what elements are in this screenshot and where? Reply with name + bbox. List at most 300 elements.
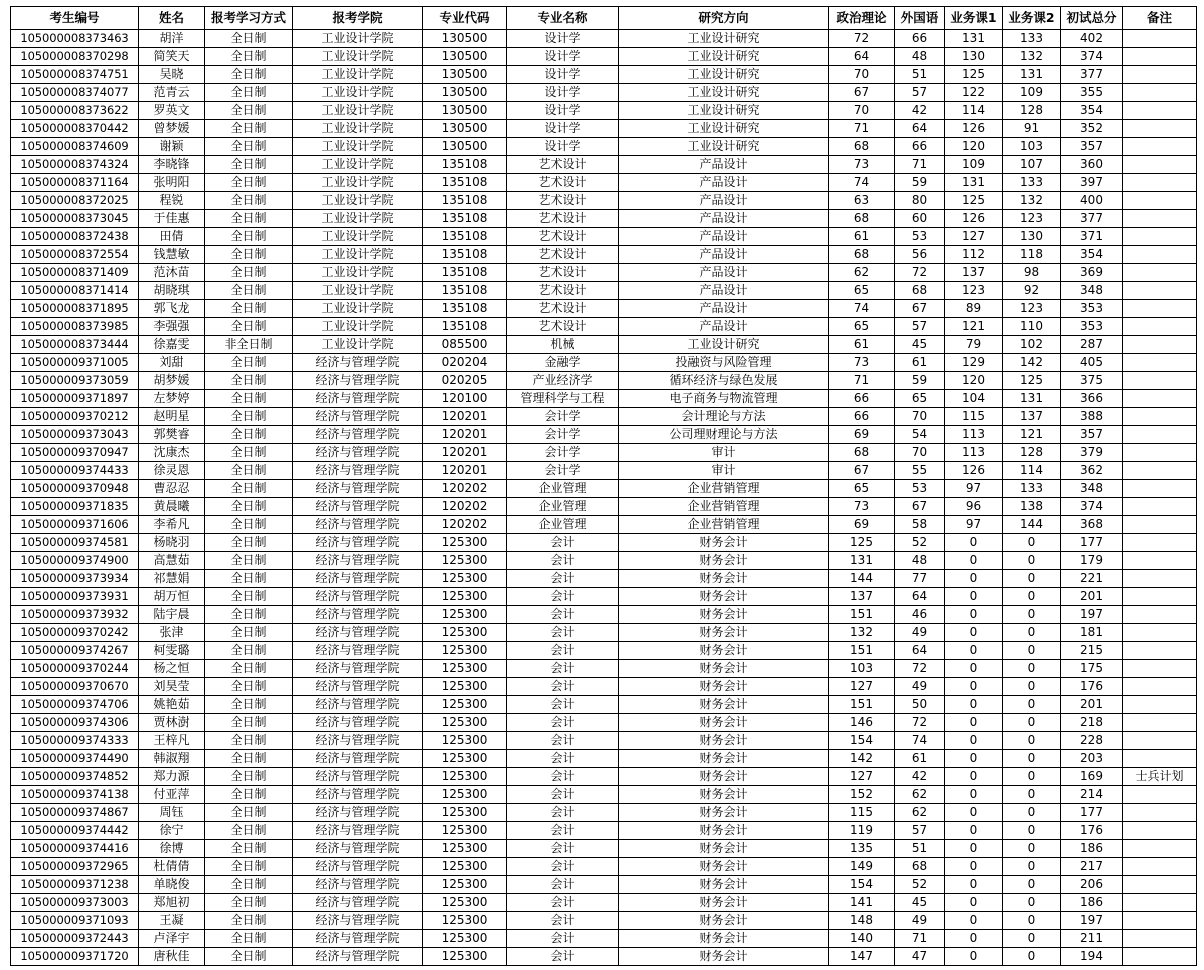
cell-college: 经济与管理学院 (293, 840, 423, 858)
cell-name: 王凝 (139, 912, 205, 930)
cell-major-name: 艺术设计 (507, 228, 619, 246)
cell-subject-2: 123 (1003, 300, 1061, 318)
cell-name: 罗英文 (139, 102, 205, 120)
cell-college: 经济与管理学院 (293, 786, 423, 804)
cell-subject-2: 114 (1003, 462, 1061, 480)
cell-research-direction: 财务会计 (619, 660, 829, 678)
cell-politics: 151 (829, 696, 895, 714)
cell-study-mode: 全日制 (205, 156, 293, 174)
cell-remarks (1123, 192, 1197, 210)
cell-name: 杜倩倩 (139, 858, 205, 876)
cell-foreign-language: 74 (895, 732, 945, 750)
cell-foreign-language: 49 (895, 912, 945, 930)
cell-foreign-language: 70 (895, 408, 945, 426)
cell-subject-2: 0 (1003, 732, 1061, 750)
cell-college: 工业设计学院 (293, 264, 423, 282)
cell-foreign-language: 67 (895, 300, 945, 318)
cell-name: 郑旭初 (139, 894, 205, 912)
cell-major-name: 会计 (507, 786, 619, 804)
cell-subject-2: 128 (1003, 444, 1061, 462)
table-row (11, 714, 1197, 732)
cell-subject-1: 115 (945, 408, 1003, 426)
cell-research-direction: 审计 (619, 462, 829, 480)
cell-politics: 127 (829, 678, 895, 696)
cell-foreign-language: 62 (895, 786, 945, 804)
cell-name: 唐秋佳 (139, 948, 205, 966)
table-row (11, 444, 1197, 462)
cell-politics: 68 (829, 210, 895, 228)
cell-subject-1: 113 (945, 426, 1003, 444)
table-row (11, 930, 1197, 948)
cell-study-mode: 全日制 (205, 120, 293, 138)
cell-college: 经济与管理学院 (293, 462, 423, 480)
cell-major-code: 135108 (423, 318, 507, 336)
cell-candidate-id: 105000009374138 (11, 786, 139, 804)
cell-total-score: 186 (1061, 894, 1123, 912)
cell-major-name: 艺术设计 (507, 246, 619, 264)
cell-subject-1: 126 (945, 462, 1003, 480)
cell-total-score: 353 (1061, 318, 1123, 336)
cell-name: 李希凡 (139, 516, 205, 534)
cell-subject-1: 131 (945, 30, 1003, 48)
table-row (11, 624, 1197, 642)
cell-college: 经济与管理学院 (293, 642, 423, 660)
cell-name: 左梦婷 (139, 390, 205, 408)
cell-subject-2: 0 (1003, 858, 1061, 876)
cell-name: 范青云 (139, 84, 205, 102)
table-row (11, 696, 1197, 714)
cell-major-code: 135108 (423, 174, 507, 192)
cell-subject-1: 0 (945, 768, 1003, 786)
cell-study-mode: 全日制 (205, 840, 293, 858)
cell-study-mode: 全日制 (205, 192, 293, 210)
cell-politics: 70 (829, 66, 895, 84)
cell-subject-1: 126 (945, 210, 1003, 228)
cell-subject-1: 0 (945, 570, 1003, 588)
cell-major-name: 企业管理 (507, 480, 619, 498)
table-row (11, 138, 1197, 156)
cell-foreign-language: 57 (895, 84, 945, 102)
cell-research-direction: 财务会计 (619, 534, 829, 552)
cell-name: 黄晨曦 (139, 498, 205, 516)
cell-total-score: 366 (1061, 390, 1123, 408)
cell-remarks (1123, 102, 1197, 120)
cell-major-name: 会计学 (507, 462, 619, 480)
cell-total-score: 348 (1061, 282, 1123, 300)
cell-total-score: 374 (1061, 48, 1123, 66)
cell-subject-1: 121 (945, 318, 1003, 336)
cell-politics: 74 (829, 174, 895, 192)
cell-candidate-id: 105000009370242 (11, 624, 139, 642)
cell-remarks (1123, 858, 1197, 876)
cell-study-mode: 全日制 (205, 714, 293, 732)
cell-candidate-id: 105000008371895 (11, 300, 139, 318)
cell-politics: 135 (829, 840, 895, 858)
cell-remarks (1123, 822, 1197, 840)
cell-research-direction: 工业设计研究 (619, 66, 829, 84)
cell-major-name: 金融学 (507, 354, 619, 372)
table-row (11, 354, 1197, 372)
cell-remarks (1123, 624, 1197, 642)
cell-major-code: 125300 (423, 570, 507, 588)
cell-politics: 61 (829, 228, 895, 246)
cell-foreign-language: 72 (895, 714, 945, 732)
cell-college: 经济与管理学院 (293, 606, 423, 624)
cell-remarks (1123, 552, 1197, 570)
cell-foreign-language: 52 (895, 534, 945, 552)
table-body (11, 30, 1197, 966)
cell-candidate-id: 105000009373934 (11, 570, 139, 588)
cell-research-direction: 财务会计 (619, 714, 829, 732)
cell-foreign-language: 56 (895, 246, 945, 264)
cell-subject-2: 142 (1003, 354, 1061, 372)
cell-major-name: 会计 (507, 858, 619, 876)
cell-politics: 151 (829, 642, 895, 660)
cell-politics: 67 (829, 84, 895, 102)
cell-major-code: 130500 (423, 48, 507, 66)
cell-study-mode: 全日制 (205, 138, 293, 156)
cell-name: 郑力源 (139, 768, 205, 786)
cell-foreign-language: 53 (895, 228, 945, 246)
cell-subject-1: 0 (945, 552, 1003, 570)
cell-total-score: 206 (1061, 876, 1123, 894)
cell-foreign-language: 64 (895, 642, 945, 660)
cell-subject-2: 98 (1003, 264, 1061, 282)
cell-remarks (1123, 354, 1197, 372)
cell-politics: 66 (829, 408, 895, 426)
cell-research-direction: 工业设计研究 (619, 84, 829, 102)
cell-research-direction: 审计 (619, 444, 829, 462)
cell-research-direction: 财务会计 (619, 894, 829, 912)
cell-name: 吴晓 (139, 66, 205, 84)
cell-study-mode: 全日制 (205, 930, 293, 948)
cell-subject-1: 127 (945, 228, 1003, 246)
cell-name: 付亚萍 (139, 786, 205, 804)
cell-college: 经济与管理学院 (293, 390, 423, 408)
cell-major-code: 125300 (423, 858, 507, 876)
cell-politics: 65 (829, 480, 895, 498)
cell-research-direction: 产品设计 (619, 264, 829, 282)
cell-college: 经济与管理学院 (293, 534, 423, 552)
cell-candidate-id: 105000009373932 (11, 606, 139, 624)
cell-college: 工业设计学院 (293, 48, 423, 66)
cell-major-code: 020204 (423, 354, 507, 372)
cell-subject-2: 0 (1003, 678, 1061, 696)
cell-name: 郭飞龙 (139, 300, 205, 318)
cell-major-code: 125300 (423, 606, 507, 624)
cell-major-name: 会计 (507, 660, 619, 678)
cell-politics: 69 (829, 516, 895, 534)
cell-total-score: 228 (1061, 732, 1123, 750)
cell-major-code: 135108 (423, 246, 507, 264)
cell-foreign-language: 53 (895, 480, 945, 498)
cell-remarks (1123, 660, 1197, 678)
cell-politics: 137 (829, 588, 895, 606)
cell-foreign-language: 55 (895, 462, 945, 480)
cell-subject-1: 120 (945, 372, 1003, 390)
cell-politics: 131 (829, 552, 895, 570)
cell-candidate-id: 105000008371164 (11, 174, 139, 192)
table-row (11, 336, 1197, 354)
cell-foreign-language: 68 (895, 858, 945, 876)
cell-major-code: 125300 (423, 642, 507, 660)
cell-candidate-id: 105000009371238 (11, 876, 139, 894)
cell-foreign-language: 42 (895, 102, 945, 120)
cell-college: 工业设计学院 (293, 84, 423, 102)
cell-major-code: 120202 (423, 480, 507, 498)
cell-candidate-id: 105000008370442 (11, 120, 139, 138)
cell-remarks (1123, 876, 1197, 894)
cell-college: 经济与管理学院 (293, 678, 423, 696)
cell-major-code: 125300 (423, 624, 507, 642)
cell-name: 单晓俊 (139, 876, 205, 894)
cell-subject-2: 0 (1003, 660, 1061, 678)
table-row (11, 228, 1197, 246)
cell-name: 刘甜 (139, 354, 205, 372)
cell-politics: 154 (829, 732, 895, 750)
cell-name: 范沐苗 (139, 264, 205, 282)
cell-major-code: 125300 (423, 894, 507, 912)
cell-subject-1: 89 (945, 300, 1003, 318)
column-header-college: 报考学院 (293, 7, 423, 30)
cell-subject-2: 102 (1003, 336, 1061, 354)
table-row (11, 606, 1197, 624)
cell-major-code: 125300 (423, 930, 507, 948)
cell-subject-2: 0 (1003, 912, 1061, 930)
cell-college: 经济与管理学院 (293, 498, 423, 516)
cell-research-direction: 财务会计 (619, 840, 829, 858)
cell-subject-2: 91 (1003, 120, 1061, 138)
cell-study-mode: 全日制 (205, 84, 293, 102)
cell-subject-1: 109 (945, 156, 1003, 174)
table-row (11, 102, 1197, 120)
cell-major-name: 设计学 (507, 48, 619, 66)
cell-total-score: 179 (1061, 552, 1123, 570)
cell-candidate-id: 105000008373045 (11, 210, 139, 228)
cell-subject-1: 114 (945, 102, 1003, 120)
cell-major-name: 会计学 (507, 408, 619, 426)
cell-subject-1: 0 (945, 696, 1003, 714)
cell-research-direction: 产品设计 (619, 210, 829, 228)
cell-subject-2: 109 (1003, 84, 1061, 102)
table-row (11, 912, 1197, 930)
cell-name: 曾梦媛 (139, 120, 205, 138)
cell-politics: 142 (829, 750, 895, 768)
table-row (11, 678, 1197, 696)
cell-college: 经济与管理学院 (293, 768, 423, 786)
cell-college: 经济与管理学院 (293, 624, 423, 642)
cell-total-score: 375 (1061, 372, 1123, 390)
cell-major-name: 会计 (507, 552, 619, 570)
column-header-remarks: 备注 (1123, 7, 1197, 30)
table-row (11, 822, 1197, 840)
cell-total-score: 194 (1061, 948, 1123, 966)
cell-major-code: 135108 (423, 300, 507, 318)
cell-study-mode: 全日制 (205, 768, 293, 786)
cell-college: 经济与管理学院 (293, 354, 423, 372)
cell-study-mode: 全日制 (205, 804, 293, 822)
cell-foreign-language: 57 (895, 822, 945, 840)
cell-politics: 149 (829, 858, 895, 876)
cell-candidate-id: 105000009374852 (11, 768, 139, 786)
cell-name: 李强强 (139, 318, 205, 336)
cell-name: 徐博 (139, 840, 205, 858)
cell-major-code: 125300 (423, 696, 507, 714)
cell-study-mode: 全日制 (205, 30, 293, 48)
table-row (11, 516, 1197, 534)
cell-remarks (1123, 444, 1197, 462)
cell-study-mode: 全日制 (205, 246, 293, 264)
cell-remarks (1123, 732, 1197, 750)
cell-candidate-id: 105000008373622 (11, 102, 139, 120)
cell-name: 王梓凡 (139, 732, 205, 750)
table-row (11, 876, 1197, 894)
cell-name: 曹忍忍 (139, 480, 205, 498)
cell-total-score: 397 (1061, 174, 1123, 192)
cell-foreign-language: 61 (895, 750, 945, 768)
cell-politics: 69 (829, 426, 895, 444)
cell-subject-2: 131 (1003, 390, 1061, 408)
cell-subject-2: 0 (1003, 714, 1061, 732)
cell-politics: 73 (829, 498, 895, 516)
cell-research-direction: 工业设计研究 (619, 102, 829, 120)
cell-study-mode: 全日制 (205, 390, 293, 408)
cell-subject-1: 0 (945, 642, 1003, 660)
cell-remarks (1123, 912, 1197, 930)
cell-politics: 73 (829, 354, 895, 372)
cell-remarks (1123, 372, 1197, 390)
cell-politics: 141 (829, 894, 895, 912)
cell-research-direction: 财务会计 (619, 876, 829, 894)
cell-major-name: 会计 (507, 678, 619, 696)
cell-college: 经济与管理学院 (293, 876, 423, 894)
cell-remarks (1123, 282, 1197, 300)
cell-remarks (1123, 930, 1197, 948)
column-header-major-code: 专业代码 (423, 7, 507, 30)
cell-remarks (1123, 336, 1197, 354)
cell-candidate-id: 105000008372554 (11, 246, 139, 264)
cell-study-mode: 全日制 (205, 534, 293, 552)
cell-foreign-language: 48 (895, 48, 945, 66)
cell-total-score: 203 (1061, 750, 1123, 768)
cell-candidate-id: 105000009371005 (11, 354, 139, 372)
cell-subject-1: 97 (945, 516, 1003, 534)
cell-foreign-language: 46 (895, 606, 945, 624)
cell-subject-2: 132 (1003, 192, 1061, 210)
cell-major-code: 120201 (423, 408, 507, 426)
cell-major-name: 设计学 (507, 84, 619, 102)
cell-subject-2: 144 (1003, 516, 1061, 534)
cell-study-mode: 全日制 (205, 300, 293, 318)
cell-college: 工业设计学院 (293, 336, 423, 354)
cell-major-name: 艺术设计 (507, 264, 619, 282)
cell-name: 赵明星 (139, 408, 205, 426)
cell-major-code: 130500 (423, 120, 507, 138)
cell-total-score: 201 (1061, 696, 1123, 714)
cell-subject-1: 122 (945, 84, 1003, 102)
cell-study-mode: 全日制 (205, 498, 293, 516)
cell-major-name: 会计 (507, 804, 619, 822)
cell-politics: 146 (829, 714, 895, 732)
cell-research-direction: 产品设计 (619, 282, 829, 300)
cell-foreign-language: 58 (895, 516, 945, 534)
cell-major-name: 艺术设计 (507, 156, 619, 174)
table-row (11, 552, 1197, 570)
cell-major-name: 会计 (507, 732, 619, 750)
table-row (11, 588, 1197, 606)
cell-subject-2: 123 (1003, 210, 1061, 228)
cell-total-score: 215 (1061, 642, 1123, 660)
cell-study-mode: 全日制 (205, 876, 293, 894)
cell-name: 贾林澍 (139, 714, 205, 732)
cell-politics: 154 (829, 876, 895, 894)
cell-remarks (1123, 480, 1197, 498)
cell-subject-1: 0 (945, 804, 1003, 822)
cell-subject-2: 138 (1003, 498, 1061, 516)
cell-candidate-id: 105000009370948 (11, 480, 139, 498)
cell-candidate-id: 105000008371409 (11, 264, 139, 282)
cell-candidate-id: 105000009374416 (11, 840, 139, 858)
table-row (11, 390, 1197, 408)
cell-research-direction: 公司理财理论与方法 (619, 426, 829, 444)
cell-subject-1: 0 (945, 624, 1003, 642)
cell-foreign-language: 49 (895, 624, 945, 642)
cell-major-code: 135108 (423, 156, 507, 174)
cell-subject-2: 121 (1003, 426, 1061, 444)
cell-study-mode: 全日制 (205, 174, 293, 192)
cell-foreign-language: 45 (895, 894, 945, 912)
cell-subject-1: 0 (945, 894, 1003, 912)
cell-remarks (1123, 750, 1197, 768)
cell-total-score: 400 (1061, 192, 1123, 210)
cell-major-code: 120201 (423, 462, 507, 480)
table-row (11, 210, 1197, 228)
cell-politics: 63 (829, 192, 895, 210)
cell-college: 经济与管理学院 (293, 660, 423, 678)
cell-study-mode: 全日制 (205, 516, 293, 534)
cell-research-direction: 财务会计 (619, 768, 829, 786)
cell-major-code: 120202 (423, 498, 507, 516)
cell-total-score: 177 (1061, 804, 1123, 822)
cell-foreign-language: 66 (895, 138, 945, 156)
cell-study-mode: 全日制 (205, 606, 293, 624)
column-header-subject-2: 业务课2 (1003, 7, 1061, 30)
cell-major-name: 艺术设计 (507, 300, 619, 318)
cell-total-score: 214 (1061, 786, 1123, 804)
cell-college: 经济与管理学院 (293, 750, 423, 768)
cell-college: 工业设计学院 (293, 282, 423, 300)
cell-major-name: 企业管理 (507, 498, 619, 516)
cell-subject-2: 0 (1003, 948, 1061, 966)
cell-subject-1: 123 (945, 282, 1003, 300)
cell-research-direction: 财务会计 (619, 804, 829, 822)
cell-name: 钱慧敏 (139, 246, 205, 264)
table-row (11, 498, 1197, 516)
cell-name: 张津 (139, 624, 205, 642)
cell-study-mode: 全日制 (205, 462, 293, 480)
cell-total-score: 176 (1061, 678, 1123, 696)
cell-name: 程锐 (139, 192, 205, 210)
cell-total-score: 353 (1061, 300, 1123, 318)
cell-college: 经济与管理学院 (293, 408, 423, 426)
table-row (11, 786, 1197, 804)
cell-remarks (1123, 606, 1197, 624)
cell-candidate-id: 105000008373985 (11, 318, 139, 336)
cell-foreign-language: 80 (895, 192, 945, 210)
table-row (11, 84, 1197, 102)
cell-name: 谢颖 (139, 138, 205, 156)
cell-remarks (1123, 804, 1197, 822)
